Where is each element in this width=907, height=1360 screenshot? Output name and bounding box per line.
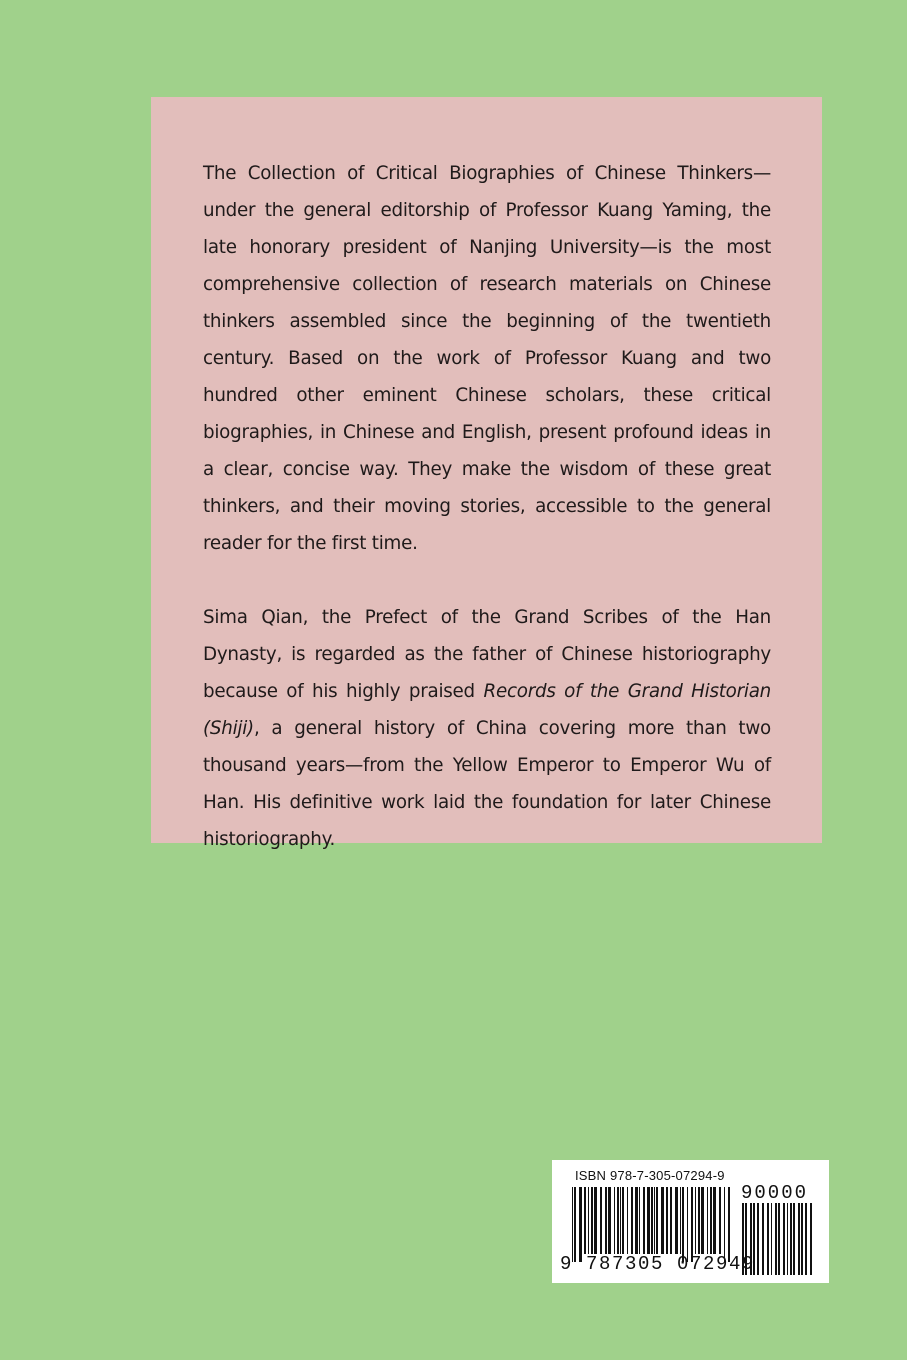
isbn-barcode (552, 1160, 829, 1283)
barcode-bar (654, 1187, 655, 1254)
barcode-bar (579, 1187, 582, 1262)
barcode-bar (635, 1187, 638, 1254)
barcode-bar (620, 1187, 621, 1254)
isbn-digits: 9 787305 072949 (560, 1253, 756, 1275)
series-description: The Collection of Critical Biographies of Chinese Thinkers—under the general editorship of Professor Kuang Yaming, the late honorary president of Nanjing University—is the most comprehensive collection of research materials on Chinese thinkers assembled since the beginning of the twentieth century. Based on the work of Professor Kuang and two hundred other eminent Chinese scholars, these critical biographies, in Chinese and English, present profound ideas in a clear, concise way. They make the wisdom of these great thinkers, and their moving stories, accessible to the general reader for the first time. (203, 163, 771, 554)
barcode-bar (698, 1187, 700, 1254)
barcode-bar (710, 1187, 712, 1254)
subject-description-text-2: , a general history of China covering more than two thousand years—from the Yellow Emperor to Emperor Wu of Han. His definitive work laid the foundation for later Chinese historiography. (203, 718, 771, 850)
barcode-bar (666, 1187, 668, 1254)
barcode-bar (600, 1187, 602, 1254)
barcode-bar (588, 1187, 589, 1254)
addon-bar (762, 1203, 764, 1275)
barcode-bar (622, 1187, 624, 1254)
barcode-bar (574, 1187, 576, 1262)
barcode-bar (627, 1187, 628, 1254)
addon-bar (810, 1203, 812, 1275)
addon-bar (790, 1203, 792, 1275)
price-code: 90000 (741, 1182, 809, 1204)
addon-bar (783, 1203, 785, 1275)
isbn-label: ISBN 978-7-305-07294-9 (575, 1168, 725, 1183)
barcode-bar (687, 1187, 688, 1262)
addon-bar (793, 1203, 795, 1275)
barcode-bar (647, 1187, 650, 1254)
barcode-bar (643, 1187, 645, 1254)
barcode-bar (682, 1187, 684, 1262)
barcode-bar (728, 1187, 730, 1262)
addon-bar (757, 1203, 759, 1275)
addon-bar (798, 1203, 800, 1275)
description-panel (151, 97, 822, 850)
barcode-bar (639, 1187, 640, 1254)
barcode-bar (591, 1187, 593, 1254)
addon-bar (787, 1203, 788, 1275)
barcode-bar (651, 1187, 653, 1254)
barcode-bar (661, 1187, 664, 1254)
barcode-bar (724, 1187, 725, 1262)
addon-bar (775, 1203, 777, 1275)
barcode-bar (670, 1187, 672, 1254)
barcode-bar (656, 1187, 658, 1254)
barcode-bar (691, 1187, 693, 1262)
barcode-bar (695, 1187, 696, 1254)
barcode-bar (675, 1187, 678, 1254)
barcode-bar (680, 1187, 681, 1254)
barcode-bar (605, 1187, 607, 1254)
barcode-bar (572, 1187, 573, 1262)
barcode-bar (594, 1187, 597, 1254)
barcode-bar (617, 1187, 619, 1254)
barcode-bar (608, 1187, 611, 1254)
barcode-bar (701, 1187, 704, 1254)
barcode-bar (614, 1187, 615, 1254)
subject-description-text-1: Sima Qian, the Prefect of the Grand Scribes of the Han Dynasty, is regarded as the father of Chinese historiography because of his highly praised (203, 607, 771, 702)
barcode-bar (719, 1187, 721, 1254)
addon-bar (801, 1203, 803, 1275)
barcode-bar (584, 1187, 586, 1254)
subject-description (203, 599, 771, 858)
addon-bar (767, 1203, 769, 1275)
addon-bar (771, 1203, 772, 1275)
barcode-bar (631, 1187, 633, 1254)
book-title: Records of the Grand Historian (Shiji) (203, 681, 771, 739)
barcode-bar (713, 1187, 716, 1254)
barcode-bar (707, 1187, 708, 1254)
addon-bar (805, 1203, 807, 1275)
addon-bar (778, 1203, 780, 1275)
